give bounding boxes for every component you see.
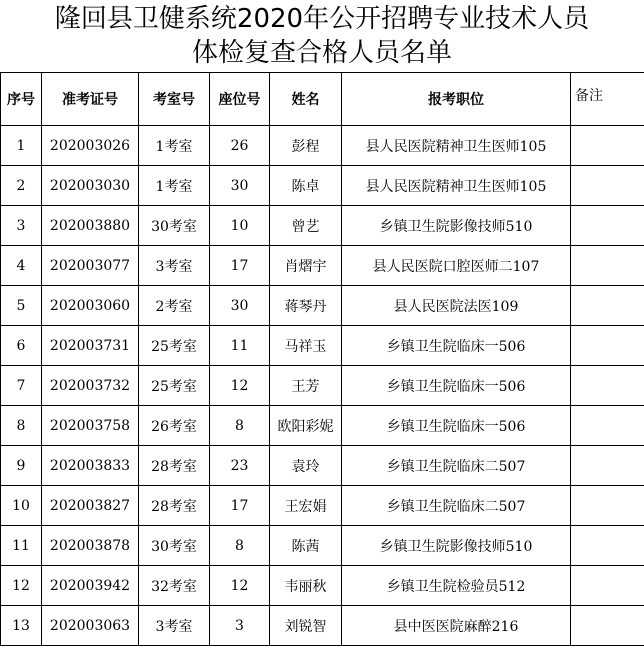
cell-seat: 30 — [210, 286, 270, 326]
cell-seat: 23 — [210, 446, 270, 486]
results-table — [0, 72, 644, 646]
cell-exam-no: 202003030 — [42, 166, 139, 206]
cell-name: 王宏娟 — [270, 486, 342, 526]
cell-seat: 8 — [210, 406, 270, 446]
cell-room: 28考室 — [139, 446, 210, 486]
table-row — [1, 606, 644, 646]
cell-name: 王芳 — [270, 366, 342, 406]
cell-name: 马祥玉 — [270, 326, 342, 366]
table-row — [1, 166, 644, 206]
cell-position: 乡镇卫生院临床一506 — [342, 326, 571, 366]
cell-seat: 10 — [210, 206, 270, 246]
cell-seat: 30 — [210, 166, 270, 206]
cell-room: 3考室 — [139, 606, 210, 646]
cell-seat: 8 — [210, 526, 270, 566]
cell-name: 韦丽秋 — [270, 566, 342, 606]
cell-room: 25考室 — [139, 366, 210, 406]
cell-position: 县人民医院精神卫生医师105 — [342, 166, 571, 206]
cell-note — [571, 566, 644, 606]
cell-exam-no: 202003060 — [42, 286, 139, 326]
cell-position: 乡镇卫生院临床一506 — [342, 366, 571, 406]
cell-note — [571, 406, 644, 446]
cell-note — [571, 526, 644, 566]
cell-name: 欧阳彩妮 — [270, 406, 342, 446]
table-body — [1, 126, 644, 646]
table-row — [1, 406, 644, 446]
cell-seat: 17 — [210, 246, 270, 286]
cell-note — [571, 606, 644, 646]
cell-exam-no: 202003731 — [42, 326, 139, 366]
cell-seq: 10 — [1, 486, 42, 526]
header-room: 考室号 — [139, 73, 210, 126]
cell-seq: 5 — [1, 286, 42, 326]
cell-seat: 12 — [210, 566, 270, 606]
table-row — [1, 246, 644, 286]
cell-name: 曾艺 — [270, 206, 342, 246]
header-seat: 座位号 — [210, 73, 270, 126]
cell-seat: 3 — [210, 606, 270, 646]
cell-seq: 7 — [1, 366, 42, 406]
header-name: 姓名 — [270, 73, 342, 126]
cell-exam-no: 202003942 — [42, 566, 139, 606]
cell-name: 蒋琴丹 — [270, 286, 342, 326]
table-row — [1, 366, 644, 406]
cell-seq: 13 — [1, 606, 42, 646]
cell-name: 陈茜 — [270, 526, 342, 566]
cell-room: 1考室 — [139, 166, 210, 206]
cell-exam-no: 202003758 — [42, 406, 139, 446]
cell-position: 县人民医院口腔医师二107 — [342, 246, 571, 286]
cell-seq: 4 — [1, 246, 42, 286]
cell-room: 28考室 — [139, 486, 210, 526]
cell-note — [571, 326, 644, 366]
table-row — [1, 486, 644, 526]
cell-note — [571, 246, 644, 286]
cell-position: 乡镇卫生院临床二507 — [342, 486, 571, 526]
cell-seq: 2 — [1, 166, 42, 206]
table-row — [1, 446, 644, 486]
cell-exam-no: 202003878 — [42, 526, 139, 566]
cell-position: 县人民医院精神卫生医师105 — [342, 126, 571, 166]
cell-exam-no: 202003026 — [42, 126, 139, 166]
cell-note — [571, 366, 644, 406]
cell-exam-no: 202003077 — [42, 246, 139, 286]
cell-seq: 9 — [1, 446, 42, 486]
cell-note — [571, 446, 644, 486]
cell-note — [571, 206, 644, 246]
cell-seq: 3 — [1, 206, 42, 246]
cell-room: 1考室 — [139, 126, 210, 166]
table-row — [1, 526, 644, 566]
cell-position: 县人民医院法医109 — [342, 286, 571, 326]
cell-room: 26考室 — [139, 406, 210, 446]
cell-room: 30考室 — [139, 526, 210, 566]
cell-seq: 6 — [1, 326, 42, 366]
cell-position: 乡镇卫生院临床一506 — [342, 406, 571, 446]
cell-name: 肖熠宇 — [270, 246, 342, 286]
cell-room: 3考室 — [139, 246, 210, 286]
cell-seq: 12 — [1, 566, 42, 606]
table-row — [1, 206, 644, 246]
header-exam-no: 准考证号 — [42, 73, 139, 126]
cell-room: 32考室 — [139, 566, 210, 606]
cell-seat: 12 — [210, 366, 270, 406]
cell-position: 乡镇卫生院影像技师510 — [342, 526, 571, 566]
table-row — [1, 566, 644, 606]
cell-position: 乡镇卫生院检验员512 — [342, 566, 571, 606]
cell-position: 县中医医院麻醉216 — [342, 606, 571, 646]
cell-seat: 11 — [210, 326, 270, 366]
cell-name: 陈卓 — [270, 166, 342, 206]
cell-room: 2考室 — [139, 286, 210, 326]
cell-exam-no: 202003880 — [42, 206, 139, 246]
cell-position: 乡镇卫生院临床二507 — [342, 446, 571, 486]
cell-name: 袁玲 — [270, 446, 342, 486]
header-position: 报考职位 — [342, 73, 571, 126]
cell-note — [571, 126, 644, 166]
cell-exam-no: 202003827 — [42, 486, 139, 526]
cell-note — [571, 286, 644, 326]
cell-exam-no: 202003732 — [42, 366, 139, 406]
cell-exam-no: 202003833 — [42, 446, 139, 486]
cell-note — [571, 166, 644, 206]
cell-room: 25考室 — [139, 326, 210, 366]
cell-seat: 17 — [210, 486, 270, 526]
cell-name: 彭程 — [270, 126, 342, 166]
cell-position: 乡镇卫生院影像技师510 — [342, 206, 571, 246]
header-seq: 序号 — [1, 73, 42, 126]
cell-room: 30考室 — [139, 206, 210, 246]
cell-seq: 1 — [1, 126, 42, 166]
table-row — [1, 286, 644, 326]
cell-seat: 26 — [210, 126, 270, 166]
cell-note — [571, 486, 644, 526]
header-note: 备注 — [571, 73, 644, 126]
table-header-row — [1, 73, 644, 126]
document-title-line1: 隆回县卫健系统2020年公开招聘专业技术人员 — [0, 4, 644, 34]
cell-name: 刘锐智 — [270, 606, 342, 646]
cell-exam-no: 202003063 — [42, 606, 139, 646]
table-row — [1, 326, 644, 366]
cell-seq: 8 — [1, 406, 42, 446]
document-title-line2: 体检复查合格人员名单 — [0, 38, 644, 68]
cell-seq: 11 — [1, 526, 42, 566]
table-row — [1, 126, 644, 166]
